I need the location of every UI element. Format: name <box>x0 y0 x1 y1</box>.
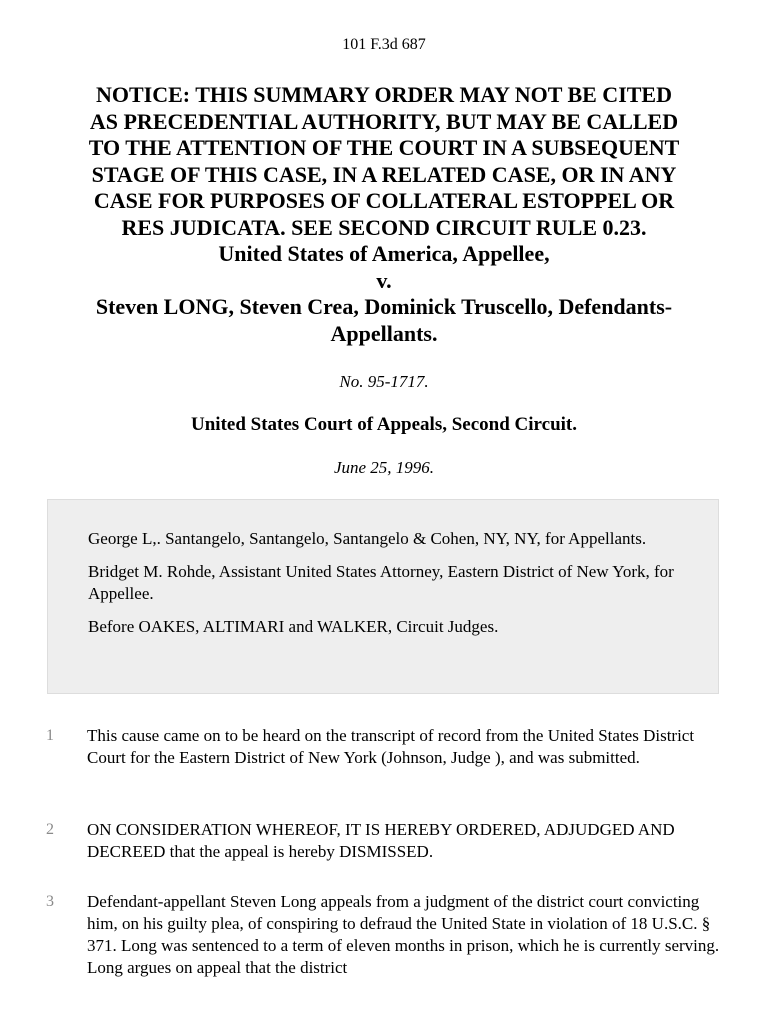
versus: v. <box>376 267 392 293</box>
decision-date: June 25, 1996. <box>333 458 435 477</box>
case-caption <box>30 82 738 347</box>
notice-line: TO THE ATTENTION OF THE COURT IN A SUBSEQUENT <box>88 135 680 160</box>
appellee-counsel: Bridget M. Rohde, Assistant United States Attorney, Eastern District of New York, for Appellee. <box>88 562 674 603</box>
court-name: United States Court of Appeals, Second Circuit. <box>191 414 577 435</box>
docket-number: No. 95-1717. <box>339 372 429 391</box>
judges-panel: Before OAKES, ALTIMARI and WALKER, Circuit Judges. <box>88 617 499 636</box>
appellants-party-line1: Steven LONG, Steven Crea, Dominick Truscello, Defendants- <box>95 294 673 319</box>
notice-line: NOTICE: THIS SUMMARY ORDER MAY NOT BE CITED <box>96 82 672 107</box>
case-citation: 101 F.3d 687 <box>342 36 426 53</box>
notice-line: STAGE OF THIS CASE, IN A RELATED CASE, OR IN ANY <box>91 161 677 187</box>
paragraph-number: 2 <box>46 821 54 838</box>
appellee-party: United States of America, Appellee, <box>218 241 550 266</box>
paragraph-number: 3 <box>46 893 54 910</box>
notice-line: AS PRECEDENTIAL AUTHORITY, BUT MAY BE CALLED <box>89 108 679 134</box>
appellants-counsel: George L,. Santangelo, Santangelo, Santangelo & Cohen, NY, NY, for Appellants. <box>88 529 647 548</box>
paragraph-text: This cause came on to be heard on the transcript of record from the United States District Court for the Eastern District of New York (Johnson, Judge ), and was submitted. <box>87 726 695 767</box>
paragraph-text: ON CONSIDERATION WHEREOF, IT IS HEREBY ORDERED, ADJUDGED AND DECREED that the appeal is hereby DISMISSED. <box>87 820 675 861</box>
appellants-party-line2: Appellants. <box>330 320 438 346</box>
notice-line: CASE FOR PURPOSES OF COLLATERAL ESTOPPEL OR <box>93 188 675 213</box>
notice-line: RES JUDICATA. SEE SECOND CIRCUIT RULE 0.23. <box>121 214 647 240</box>
paragraph-text: Defendant-appellant Steven Long appeals from a judgment of the district court convicting him, on his guilty plea, of conspiring to defraud the United State in violation of 18 U.S.C. § 371. Long was sentenced to a term of eleven months in prison, which he is currently serving. Long argues on appeal that the district <box>87 892 720 977</box>
paragraph-number: 1 <box>46 727 54 744</box>
counsel-box <box>47 499 719 694</box>
